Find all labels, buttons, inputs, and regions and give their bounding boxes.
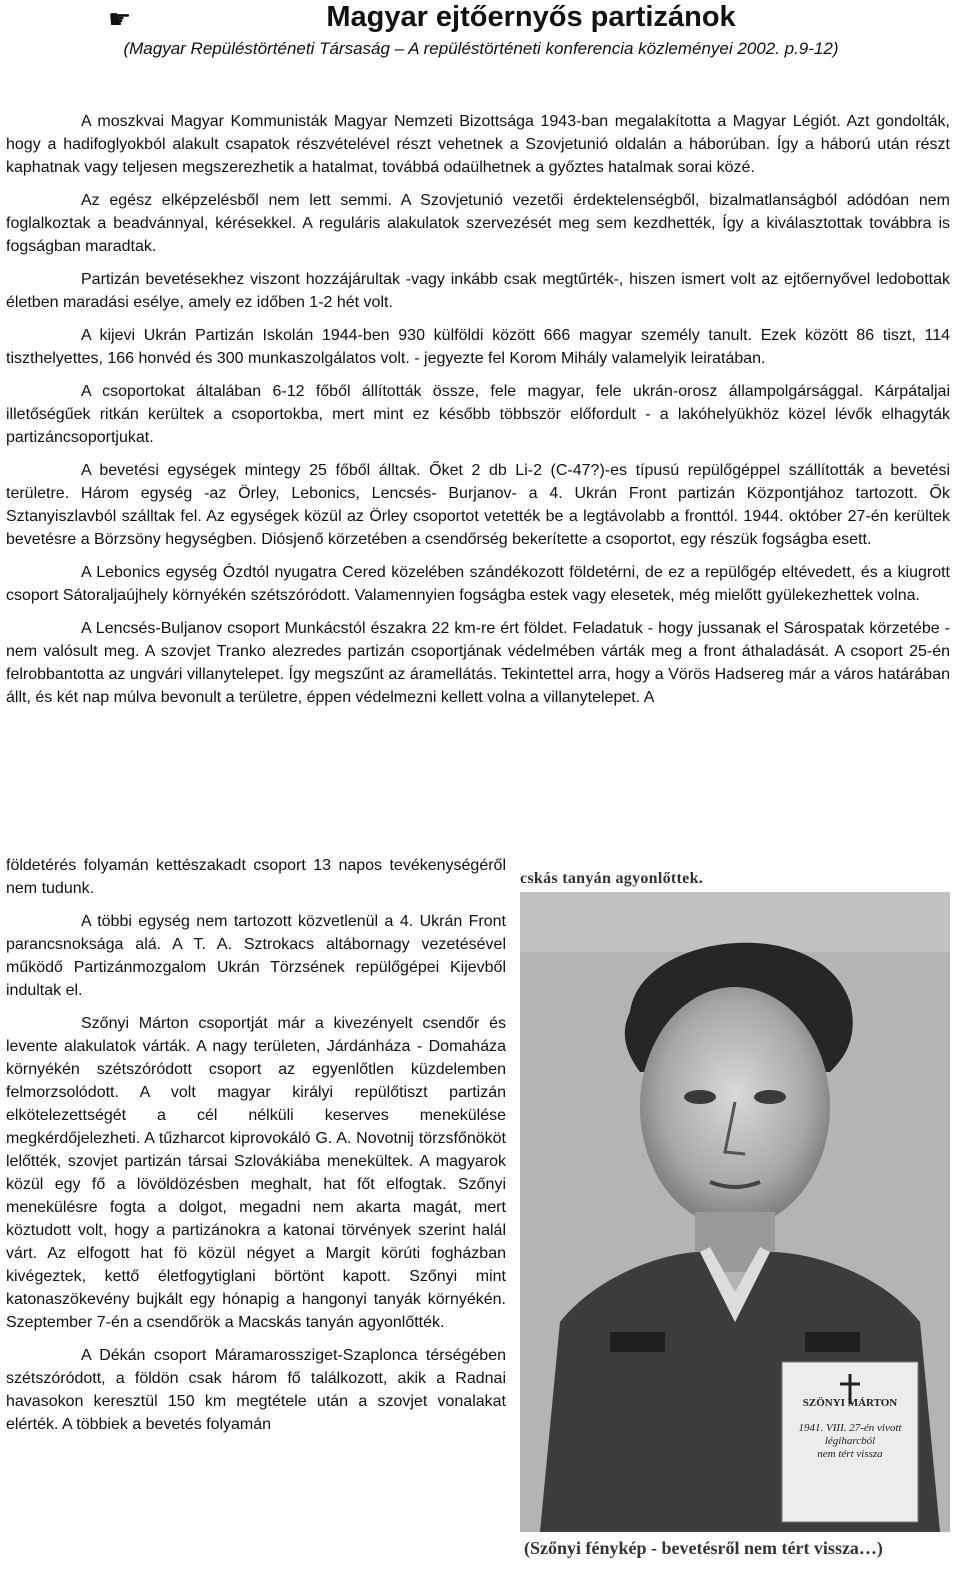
paragraph: Az egész elképzelésből nem lett semmi. A Szovjetunió vezetői érdektelenségből, bizalmatlanságból adódóan nem foglalkoztak a beadvánnyal, kérésekkel. A reguláris alakulatok szervezését meg sem kezdhették, Így a kiválasztottak továbbra is fogságban maradtak. xyxy=(6,192,950,255)
paragraph: A Dékán csoport Máramarossziget-Szaplonca térségében szétszóródott, a földön csak három fő találkozott, akik a Radnai havasokon keresztül 150 km megtétele után a szovjet vonalakat elérték. A többiek a bevetés folyamán xyxy=(6,1347,506,1433)
narrow-column-text xyxy=(6,854,506,1446)
portrait-photo xyxy=(520,892,950,1532)
paragraph: Szőnyi Márton csoportját már a kivezényelt csendőr és levente alakulatok várták. A nagy területen, Járdánháza - Domaháza környékén szétszóródott csoport az egyenlőtlen küzdelemben felmorzsolódott. A volt magyar királyi repülőtiszt partizán elkötelezettségét a cél nélküli keserves menekülése megkérdőjelezheti. A tűzharcot kiprovokáló G. A. Novotnij törzsfőnököt lelőtték, szovjet partizán társai Szlovákiába menekültek. A magyarok közül egy fő a lövöldözésben meghalt, hat főt elfogtak. Szőnyi menekülésre fogta a dolgot, megadni nem akarta magát, mert köztudott volt, hogy a partizánokra a katonai törvények szerint halál várt. Az elfogott hat fö közül négyet a Margit körúti fogházban kivégeztek, kettő életfogytiglani börtönt kapott. Szőnyi mint katonaszökevény bujkált egy hónapig a hangonyi tanyák környékén. Szeptember 7-én a csendőrök a Macskás tanyán agyonlőtték. xyxy=(6,1015,506,1331)
main-text xyxy=(6,110,950,709)
pointing-hand-icon: ☛ xyxy=(108,4,132,34)
card-line: nem tért vissza xyxy=(817,1448,883,1460)
memorial-card-text xyxy=(790,1397,910,1461)
document-subtitle: (Magyar Repüléstörténeti Társaság – A repüléstörténeti konferencia közleményei 2002. p.9-12) xyxy=(123,39,839,58)
photo-clipped-header: cskás tanyán agyonlőttek. xyxy=(520,870,704,887)
card-line: 1941. VIII. 27-én vivott légiharcból xyxy=(798,1422,902,1447)
card-name: SZÖNYI MÁRTON xyxy=(802,1397,898,1409)
paragraph: A bevetési egységek mintegy 25 főből álltak. Őket 2 db Li-2 (C-47?)-es típusú repülőgéppel szállították a bevetési területre. Három egység -az Örley, Lebonics, Lencsés- Burjanov- a 4. Ukrán Front partizán Központjához tartozott. Ők Sztanyiszlavból szálltak fel. Az egységek közül az Örley csoportot vetették be a legtávolabb a fronttól. 1944. október 27-én kerültek bevetésre a Börzsöny hegységben. Diósjenő körzetében a csendőrség bekerítette a csoportot, egy részük fogságba esett. xyxy=(6,462,950,548)
portrait-figure xyxy=(520,868,950,1563)
paragraph: A kijevi Ukrán Partizán Iskolán 1944-ben 930 külföldi között 666 magyar személy tanult. Ezek között 86 tiszt, 114 tiszthelyettes, 166 honvéd és 300 munkaszolgálatos volt. - jegyezte fel Korom Mihály valamelyik leiratában. xyxy=(6,327,950,367)
paragraph: A csoportokat általában 6-12 főből állították össze, fele magyar, fele ukrán-orosz állampolgársággal. Kárpátaljai illetőségűek ritkán kerültek a csoportokba, mert mint ez később többször előfordult - a lakóhelyükhöz közel lévők elhagyták partizáncsoportjukat. xyxy=(6,383,950,446)
paragraph: Partizán bevetésekhez viszont hozzájárultak -vagy inkább csak megtűrték-, hiszen ismert volt az ejtőernyővel ledobottak életben maradási esélye, amely ez időben 1-2 hét volt. xyxy=(6,271,950,311)
paragraph: A Lencsés-Buljanov csoport Munkácstól északra 22 km-re ért földet. Feladatuk - hogy jussanak el Sárospatak körzetébe - nem valósult meg. A szovjet Tranko alezredes partizán csoportjának védelmében várták meg a front áthaladását. A csoport 25-én felrobbantotta az ungvári villanytelepet. Így megszűnt az áramellátás. Tekintettel arra, hogy a Vörös Hadsereg már a város határában állt, és két nap múlva bevonult a területre, éppen védelmezni kellett volna a villanytelepet. A xyxy=(6,620,950,706)
photo-caption: (Szőnyi fénykép - bevetésről nem tért vissza…) xyxy=(524,1538,883,1558)
paragraph: A többi egység nem tartozott közvetlenül a 4. Ukrán Front parancsnoksága alá. A T. A. Sztrokacs altábornagy vezetésével működő Partizánmozgalom Ukrán Törzsének repülőgépei Kijevből indultak el. xyxy=(6,913,506,999)
paragraph: A Lebonics egység Ózdtól nyugatra Cered közelében szándékozott földetérni, de ez a repülőgép eltévedett, és a kiugrott csoport Sátoraljaújhely környékén szétszóródott. Valamennyien fogságba estek vagy elesetek, még mielőtt gyülekezhettek volna. xyxy=(6,564,950,604)
paragraph: A moszkvai Magyar Kommunisták Magyar Nemzeti Bizottsága 1943-ban megalakította a Magyar Légiót. Azt gondolták, hogy a hadifoglyokból alakult csapatok részvételével részt vehetnek a Szovjetunió oldalán a háborúban. Így a háború után részt kaphatnak vagy teljesen megszerezhetik a hatalmat, továbbá odaülhetnek a győztes hatalmak sorai közé. xyxy=(6,113,950,176)
paragraph: földetérés folyamán kettészakadt csoport 13 napos tevékenységéről nem tudunk. xyxy=(6,857,506,897)
document-title: Magyar ejtőernyős partizánok xyxy=(326,1,736,33)
